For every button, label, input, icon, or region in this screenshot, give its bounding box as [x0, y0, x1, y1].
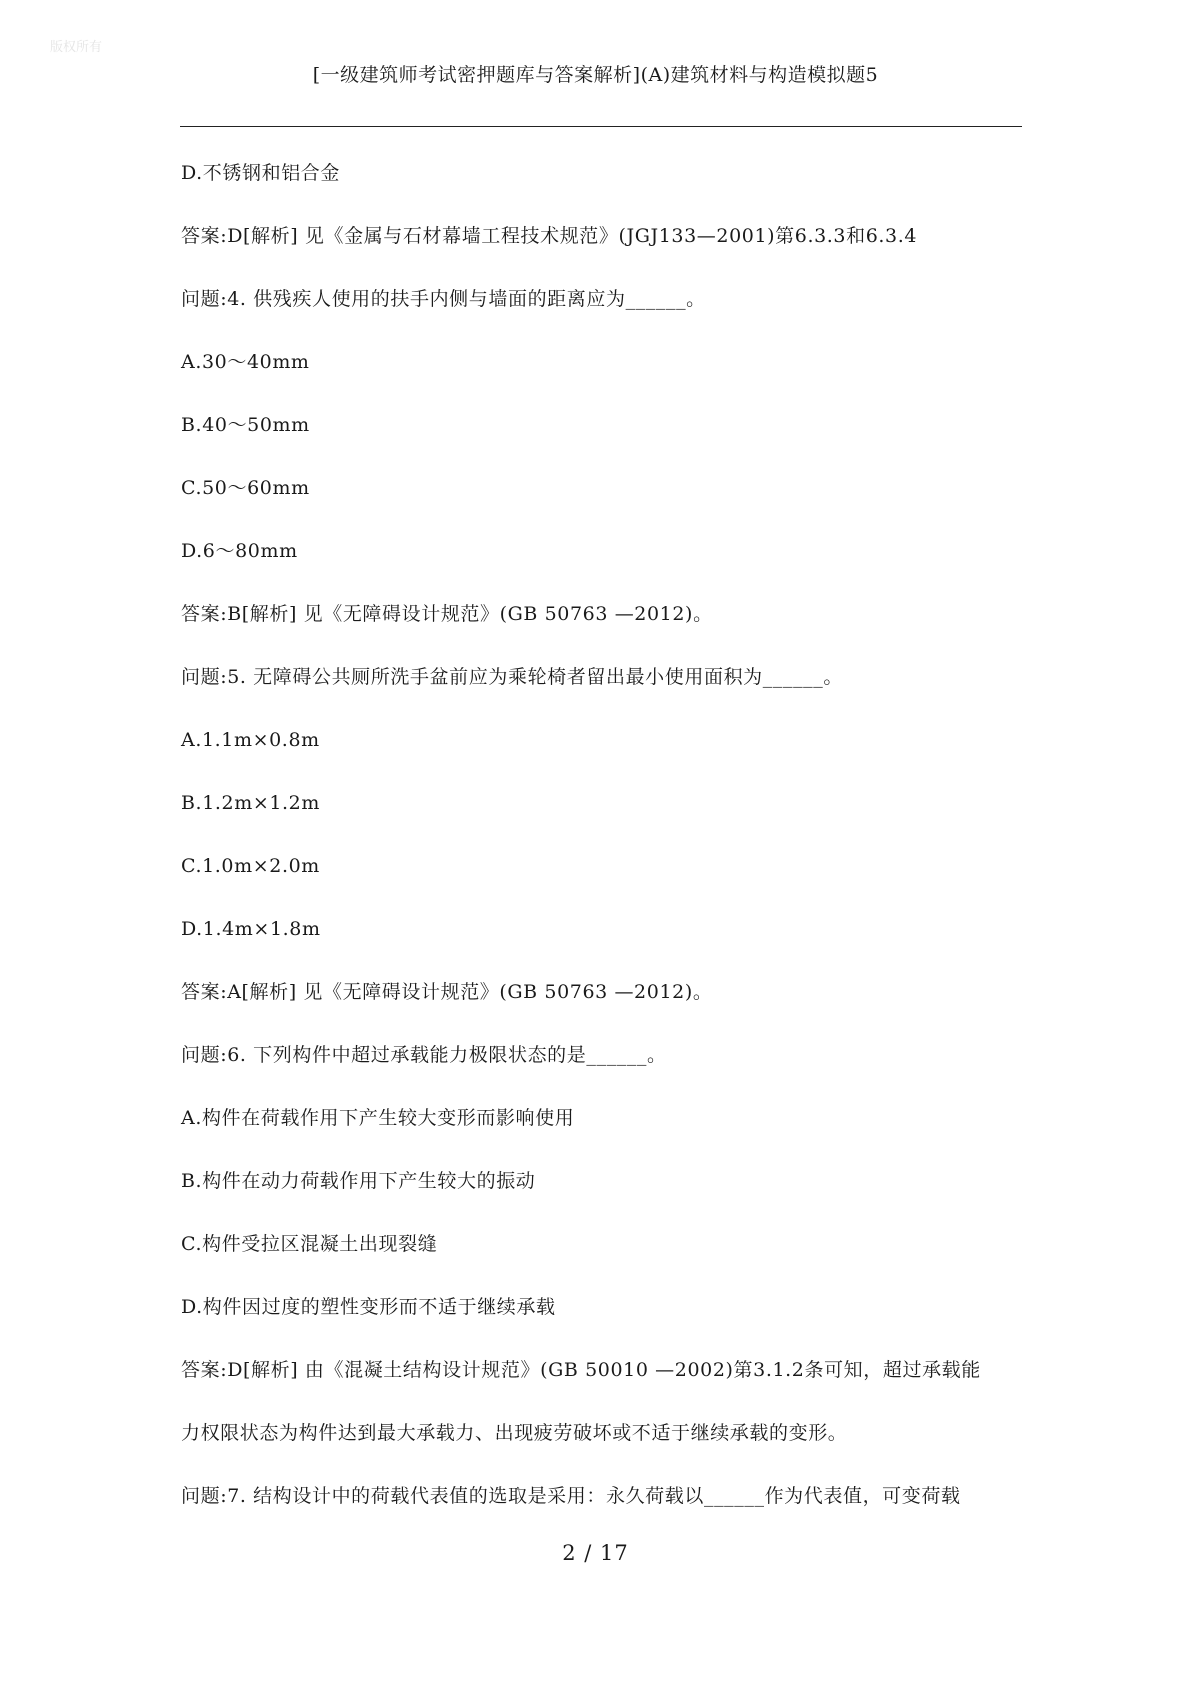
- option-line: C.50～60mm: [181, 477, 310, 499]
- question-line: 问题:4. 供残疾人使用的扶手内侧与墙面的距离应为______。: [181, 288, 706, 310]
- question-line: 问题:6. 下列构件中超过承载能力极限状态的是______。: [181, 1044, 667, 1066]
- option-line: A.1.1m×0.8m: [181, 729, 320, 751]
- option-line: C.1.0m×2.0m: [181, 855, 320, 877]
- answer-line: 答案:D[解析] 见《金属与石材幕墙工程技术规范》(JGJ133—2001)第6.3.3和6.3.4: [181, 225, 918, 247]
- question-line: 问题:7. 结构设计中的荷载代表值的选取是采用：永久荷载以______作为代表值，可变荷载: [181, 1485, 961, 1507]
- answer-line: 答案:D[解析] 由《混凝土结构设计规范》(GB 50010 —2002)第3.1.2条可知，超过承载能: [181, 1359, 981, 1381]
- answer-line: 答案:A[解析] 见《无障碍设计规范》(GB 50763 —2012)。: [181, 981, 713, 1003]
- option-line: D.1.4m×1.8m: [181, 918, 321, 940]
- answer-line: 答案:B[解析] 见《无障碍设计规范》(GB 50763 —2012)。: [181, 603, 713, 625]
- option-line: D.不锈钢和铝合金: [181, 162, 340, 184]
- option-line: A.30～40mm: [181, 351, 310, 373]
- answer-continuation-line: 力权限状态为构件达到最大承载力、出现疲劳破坏或不适于继续承载的变形。: [181, 1422, 848, 1444]
- option-line: B.构件在动力荷载作用下产生较大的振动: [181, 1170, 536, 1192]
- option-line: D.6～80mm: [181, 540, 298, 562]
- option-line: B.40～50mm: [181, 414, 310, 436]
- option-line: A.构件在荷载作用下产生较大变形而影响使用: [181, 1107, 575, 1129]
- watermark-text: 版权所有: [50, 40, 103, 55]
- option-line: B.1.2m×1.2m: [181, 792, 320, 814]
- header-divider: [180, 126, 1022, 127]
- page-indicator: 2 / 17: [562, 1541, 629, 1565]
- document-header-title: [一级建筑师考试密押题库与答案解析](A)建筑材料与构造模拟题5: [312, 64, 879, 86]
- option-line: D.构件因过度的塑性变形而不适于继续承载: [181, 1296, 556, 1318]
- question-line: 问题:5. 无障碍公共厕所洗手盆前应为乘轮椅者留出最小使用面积为______。: [181, 666, 843, 688]
- option-line: C.构件受拉区混凝土出现裂缝: [181, 1233, 438, 1255]
